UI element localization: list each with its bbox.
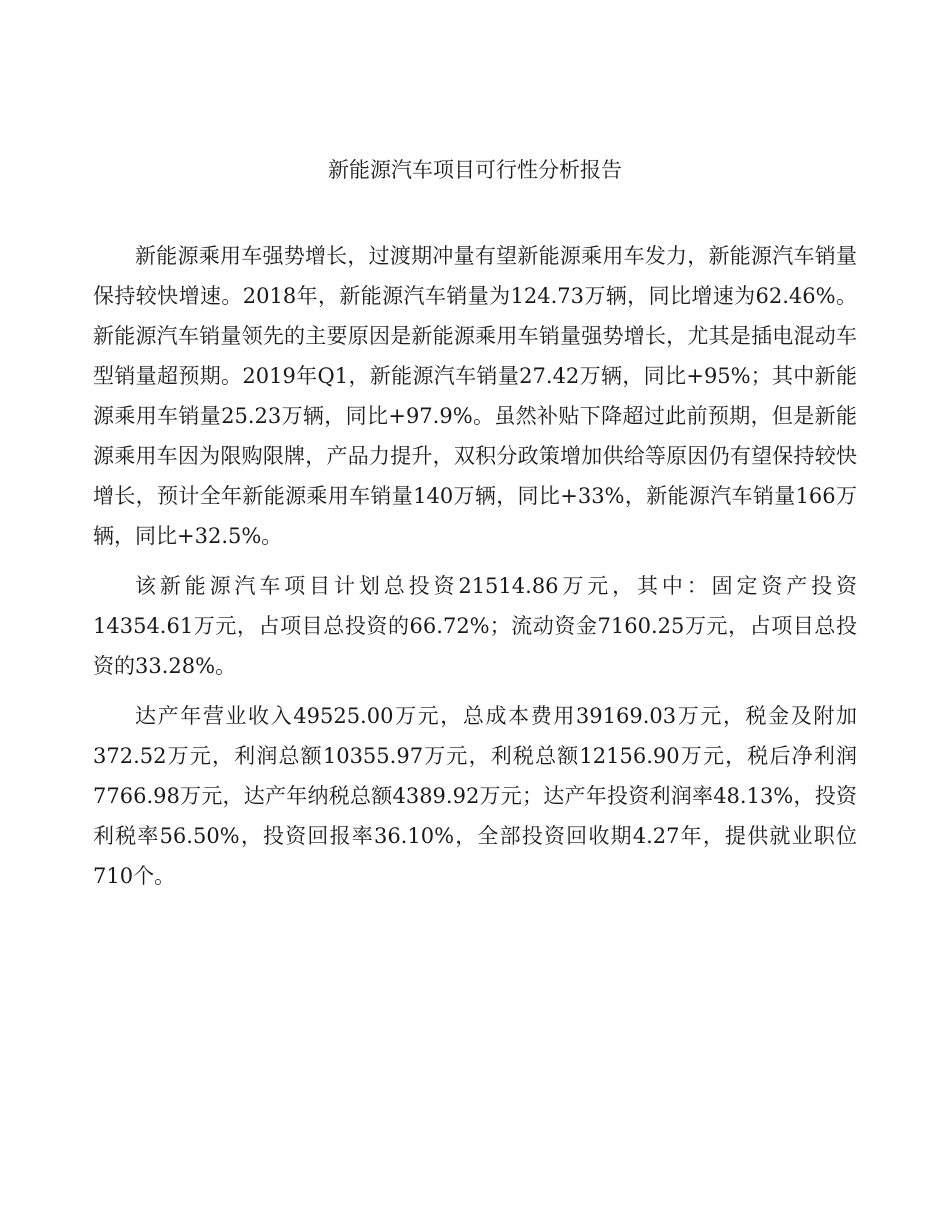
paragraph-financials: 达产年营业收入49525.00万元，总成本费用39169.03万元，税金及附加372.52万元，利润总额10355.97万元，利税总额12156.90万元，税后净利润7766.98万元，达产年纳税总额4389.92万元；达产年投资利润率48.13%，投资利税率56.50%，投资回报率36.10%，全部投资回收期4.27年，提供就业职位710个。 — [93, 704, 857, 888]
document-body — [93, 236, 857, 906]
document-title: 新能源汽车项目可行性分析报告 — [328, 158, 622, 182]
paragraph-market-overview: 新能源乘用车强势增长，过渡期冲量有望新能源乘用车发力，新能源汽车销量保持较快增速。2018年，新能源汽车销量为124.73万辆，同比增速为62.46%。新能源汽车销量领先的主要原因是新能源乘用车销量强势增长，尤其是插电混动车型销量超预期。2019年Q1，新能源汽车销量27.42万辆，同比+95%；其中新能源乘用车销量25.23万辆，同比+97.9%。虽然补贴下降超过此前预期，但是新能源乘用车因为限购限牌，产品力提升，双积分政策增加供给等原因仍有望保持较快增长，预计全年新能源乘用车销量140万辆，同比+33%，新能源汽车销量166万辆，同比+32.5%。 — [93, 244, 857, 548]
paragraph-investment: 该新能源汽车项目计划总投资21514.86万元，其中：固定资产投资14354.61万元，占项目总投资的66.72%；流动资金7160.25万元，占项目总投资的33.28%。 — [93, 574, 857, 678]
